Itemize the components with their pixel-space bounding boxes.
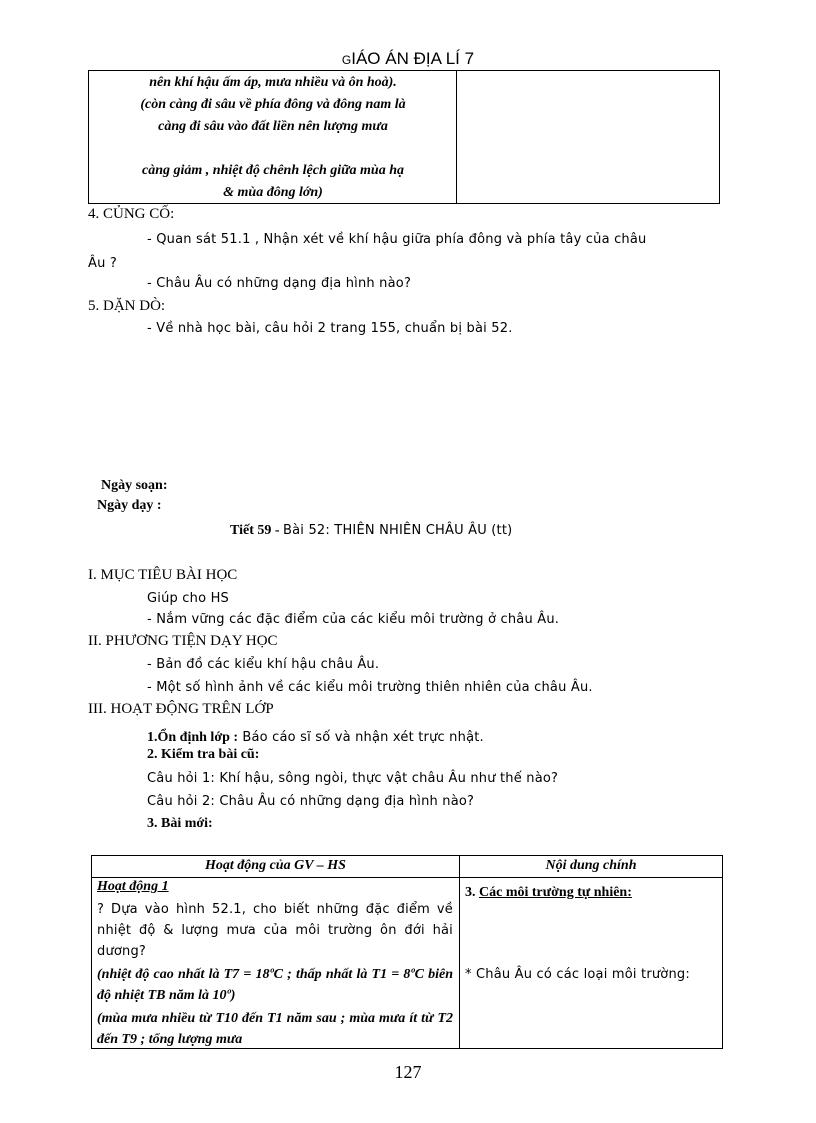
activity-answer-2: (mùa mưa nhiều từ T10 đến T1 năm sau ; mùa mưa ít từ T2 đến T9 ; tổng lượng mưa (97, 1011, 453, 1047)
content-text: * Châu Âu có các loại môi trường: (465, 967, 690, 982)
step-kiem-tra: 2. Kiểm tra bài cũ: (147, 747, 260, 762)
step-bai-moi: 3. Bài mới: (147, 816, 213, 831)
page-header (0, 49, 816, 69)
header-title: IÁO ÁN ĐỊA LÍ 7 (351, 49, 475, 68)
table-line: (còn càng đi sâu về phía đông và đông nam là (140, 97, 406, 112)
table-header-content: Nội dung chính (545, 858, 637, 873)
review-question-1: Câu hỏi 1: Khí hậu, sông ngòi, thực vật châu Âu như thế nào? (147, 771, 559, 786)
phuong-tien-line-1: - Bản đồ các kiểu khí hậu châu Âu. (147, 657, 380, 672)
header-prefix: G (341, 53, 352, 67)
table-header-divider (92, 877, 722, 878)
activity-answer-1: (nhiệt độ cao nhất là T7 = 18ºC ; thấp nhất là T1 = 8ºC biên độ nhiệt TB năm là 10º) (97, 967, 453, 1003)
dan-do-item: - Về nhà học bài, câu hỏi 2 trang 155, chuẩn bị bài 52. (147, 321, 513, 336)
step-on-dinh (147, 726, 484, 746)
section-heading-dan-do: 5. DẶN DÒ: (88, 298, 166, 314)
lesson-title (230, 522, 512, 539)
content-heading-number: 3. (465, 885, 479, 900)
muc-tieu-line-1: Giúp cho HS (147, 591, 230, 606)
table-line: càng giảm , nhiệt độ chênh lệch giữa mùa hạ (142, 163, 404, 178)
cung-co-question-1-cont: Âu ? (88, 256, 117, 271)
content-heading (465, 885, 632, 901)
step-on-dinh-label: 1.Ổn định lớp : (147, 730, 239, 745)
table-line: & mùa đông lớn) (223, 185, 323, 200)
continuation-table (88, 70, 720, 204)
phuong-tien-line-2: - Một số hình ảnh về các kiểu môi trường thiên nhiên của châu Âu. (147, 680, 593, 695)
page-number: 127 (394, 1062, 422, 1082)
content-heading-title: Các môi trường tự nhiên: (479, 885, 632, 900)
review-question-2: Câu hỏi 2: Châu Âu có những dạng địa hình nào? (147, 794, 475, 809)
section-heading-phuong-tien: II. PHƯƠNG TIỆN DẠY HỌC (88, 633, 278, 649)
activity-label: Hoạt động 1 (97, 879, 169, 894)
activity-question: ? Dựa vào hình 52.1, cho biết những đặc điểm về nhiệt độ & lượng mưa của môi trường ôn đới hải dương? (97, 902, 453, 959)
lesson-name: Bài 52: THIÊN NHIÊN CHÂU ÂU (tt) (283, 523, 513, 538)
date-taught: Ngày dạy : (97, 498, 162, 513)
table-header-activities: Hoạt động của GV – HS (205, 858, 346, 873)
section-heading-muc-tieu: I. MỤC TIÊU BÀI HỌC (88, 567, 238, 583)
section-heading-hoat-dong: III. HOẠT ĐỘNG TRÊN LỚP (88, 701, 274, 717)
date-prepared: Ngày soạn: (101, 478, 168, 493)
table-line: nên khí hậu ấm áp, mưa nhiều và ôn hoà). (149, 75, 397, 90)
lesson-period: Tiết 59 - (230, 523, 284, 538)
lesson-table (91, 855, 723, 1049)
step-on-dinh-text: Báo cáo sĩ số và nhận xét trực nhật. (238, 730, 484, 745)
cung-co-question-1: - Quan sát 51.1 , Nhận xét về khí hậu giữa phía đông và phía tây của châu (147, 232, 647, 247)
cung-co-question-2: - Châu Âu có những dạng địa hình nào? (147, 276, 412, 291)
section-heading-cung-co: 4. CỦNG CỐ: (88, 206, 175, 222)
table-column-divider (459, 856, 460, 1048)
table-column-divider (456, 71, 457, 203)
table-line: càng đi sâu vào đất liền nên lượng mưa (158, 119, 388, 134)
muc-tieu-line-2: - Nắm vững các đặc điểm của các kiểu môi trường ở châu Âu. (147, 612, 560, 627)
